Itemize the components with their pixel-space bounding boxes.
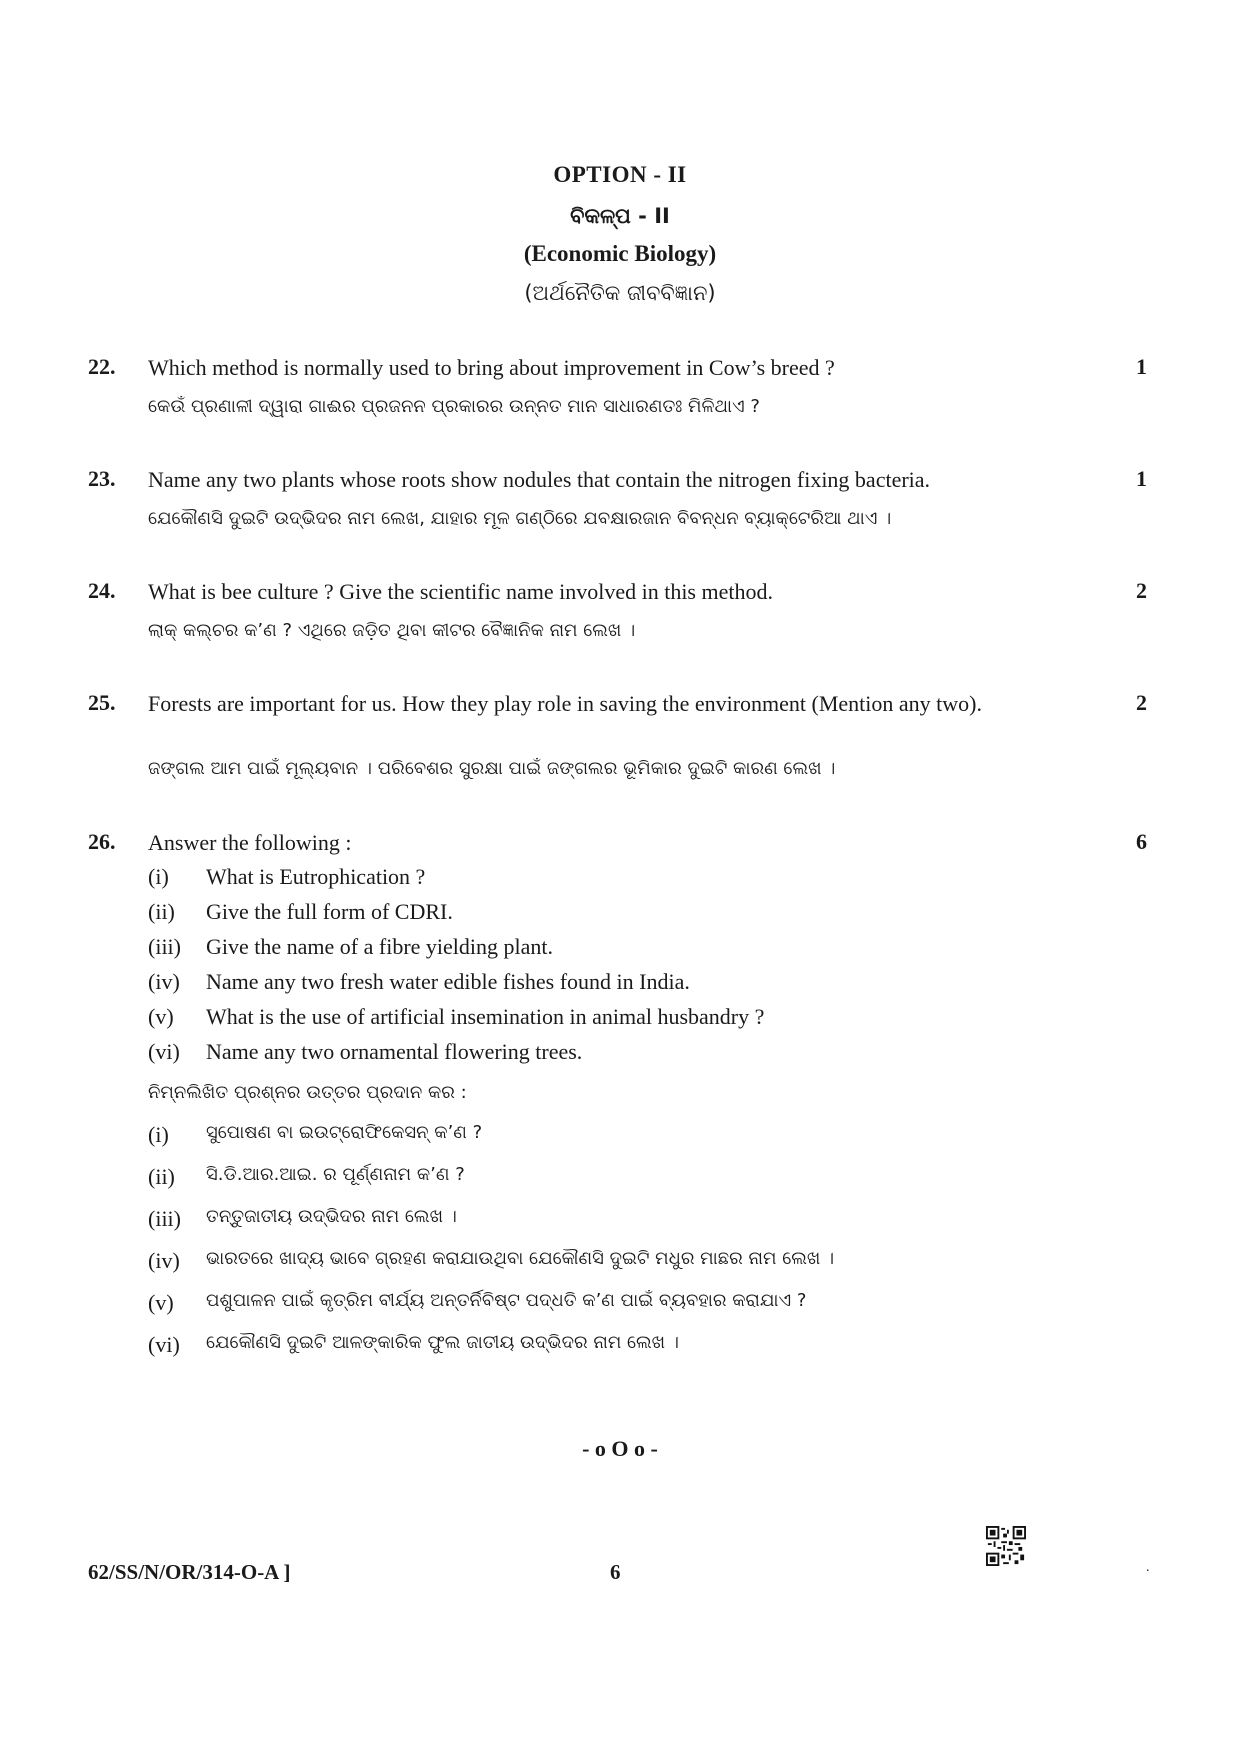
sub-question-text-odia: ପଶୁପାଳନ ପାଇଁ କୃତ୍ରିମ ବୀର୍ଯ୍ୟ ଅନ୍ତର୍ନିବିଷ୍ଟ ପଦ୍ଧତି କ’ଣ ପାଇଁ ବ୍ୟବହାର କରାଯାଏ ? bbox=[206, 1290, 807, 1311]
question-number: 22. bbox=[88, 354, 116, 379]
sub-question-text: Name any two fresh water edible fishes found in India. bbox=[206, 969, 690, 994]
option-heading-odia: ବିକଳ୍ପ - II bbox=[570, 204, 670, 228]
page-number: 6 bbox=[610, 1560, 621, 1584]
sub-question-label: (v) bbox=[148, 1290, 174, 1315]
sub-question-text-odia: ସୁପୋଷଣ ବା ଇଉଟ୍ରୋଫିକେସନ୍ କ’ଣ ? bbox=[206, 1122, 483, 1143]
sub-question-text-odia: ସି.ଡି.ଆର.ଆଇ. ର ପୂର୍ଣ୍ଣନାମ କ’ଣ ? bbox=[206, 1164, 465, 1185]
sub-question-label: (iii) bbox=[148, 1206, 181, 1231]
sub-question-label: (iv) bbox=[148, 1248, 180, 1273]
sub-question-text: Give the name of a fibre yielding plant. bbox=[206, 934, 553, 959]
option-heading: OPTION - II bbox=[553, 162, 687, 187]
end-of-paper-mark: - o O o - bbox=[582, 1436, 658, 1461]
question-marks: 6 bbox=[1136, 829, 1147, 854]
question-marks: 1 bbox=[1136, 466, 1147, 491]
sub-question-label: (ii) bbox=[148, 899, 175, 924]
question-text-odia: ଲାକ୍ କଲ୍‌ଚର କ’ଣ ? ଏଥିରେ ଜଡ଼ିତ ଥିବା କୀଟର ବୈଜ୍ଞାନିକ ନାମ ଲେଖ । bbox=[148, 620, 636, 641]
sub-question-label: (vi) bbox=[148, 1332, 180, 1357]
subject-heading: (Economic Biology) bbox=[523, 241, 717, 266]
question-marks: 2 bbox=[1136, 690, 1147, 715]
sub-question-text: What is Eutrophication ? bbox=[206, 864, 426, 889]
question-text-odia: ନିମ୍ନଲିଖିତ ପ୍ରଶ୍ନର ଉତ୍ତର ପ୍ରଦାନ କର : bbox=[148, 1082, 467, 1103]
sub-question-label: (i) bbox=[148, 864, 169, 889]
question-text: What is bee culture ? Give the scientific name involved in this method. bbox=[148, 579, 773, 604]
question-text-odia: ଜଙ୍ଗଲ ଆମ ପାଇଁ ମୂଲ୍ୟବାନ । ପରିବେଶର ସୁରକ୍ଷା ପାଇଁ ଜଙ୍ଗଲର ଭୂମିକାର ଦୁଇଟି କାରଣ ଲେଖ । bbox=[148, 758, 836, 779]
question-text: Which method is normally used to bring about improvement in Cow’s breed ? bbox=[148, 355, 835, 380]
question-marks: 1 bbox=[1136, 354, 1147, 379]
paper-code: 62/SS/N/OR/314-O-A ] bbox=[88, 1560, 291, 1584]
question-text-odia: ଯେକୌଣସି ଦୁଇଟି ଉଦ୍ଭିଦର ନାମ ଲେଖ, ଯାହାର ମୂଳ ଗଣ୍ଠିରେ ଯବକ୍ଷାରଜାନ ବିବନ୍ଧନ ବ୍ୟାକ୍ଟେରିଆ ଥାଏ । bbox=[148, 508, 892, 529]
subject-heading-odia: (ଅର୍ଥନୈତିକ ଜୀବବିଜ୍ଞାନ) bbox=[524, 281, 716, 305]
question-number: 26. bbox=[88, 829, 116, 854]
sub-question-label: (iii) bbox=[148, 934, 181, 959]
sub-question-text: Name any two ornamental flowering trees. bbox=[206, 1039, 583, 1064]
sub-question-label: (vi) bbox=[148, 1039, 180, 1064]
question-text: Answer the following : bbox=[148, 830, 352, 855]
footer-dot: . bbox=[1146, 1560, 1150, 1575]
question-number: 23. bbox=[88, 466, 116, 491]
sub-question-label: (v) bbox=[148, 1004, 174, 1029]
question-number: 25. bbox=[88, 690, 116, 715]
sub-question-text-odia: ତନ୍ତୁଜାତୀୟ ଉଦ୍ଭିଦର ନାମ ଲେଖ । bbox=[206, 1206, 457, 1227]
sub-question-text: What is the use of artificial insemination in animal husbandry ? bbox=[206, 1004, 765, 1029]
question-number: 24. bbox=[88, 578, 116, 603]
sub-question-label: (ii) bbox=[148, 1164, 175, 1189]
question-text-odia: କେଉଁ ପ୍ରଣାଳୀ ଦ୍ୱାରା ଗାଈର ପ୍ରଜନନ ପ୍ରକାରର ଉନ୍ନତ ମାନ ସାଧାରଣତଃ ମିଳିଥାଏ ? bbox=[148, 396, 760, 417]
question-text: Name any two plants whose roots show nodules that contain the nitrogen fixing bacteria. bbox=[148, 467, 931, 492]
sub-question-label: (iv) bbox=[148, 969, 180, 994]
sub-question-label: (i) bbox=[148, 1122, 169, 1147]
question-text: Forests are important for us. How they play role in saving the environment (Mention any two). bbox=[148, 691, 982, 716]
sub-question-text-odia: ଯେକୌଣସି ଦୁଇଟି ଆଳଙ୍କାରିକ ଫୁଲ ଜାତୀୟ ଉଦ୍ଭିଦର ନାମ ଲେଖ । bbox=[206, 1332, 679, 1353]
sub-question-text-odia: ଭାରତରେ ଖାଦ୍ୟ ଭାବେ ଗ୍ରହଣ କରାଯାଉଥିବା ଯେକୌଣସି ଦୁଇଟି ମଧୁର ମାଛର ନାମ ଲେଖ । bbox=[206, 1248, 835, 1269]
question-marks: 2 bbox=[1136, 578, 1147, 603]
sub-question-text: Give the full form of CDRI. bbox=[206, 899, 453, 924]
qr-code-icon bbox=[986, 1526, 1026, 1566]
